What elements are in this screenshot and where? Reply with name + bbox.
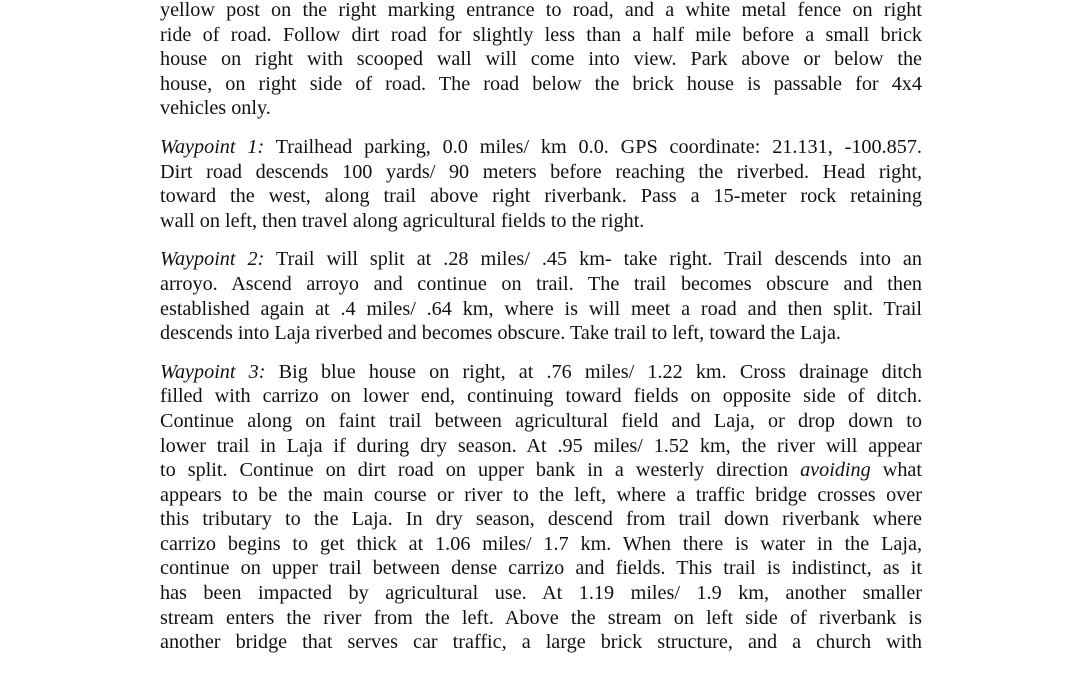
text-line: vehicles only. [160, 97, 271, 120]
text-line: Dirt road descends 100 yards/ 90 meters before reaching the riverbed. Head right, [160, 160, 922, 183]
text-line: has been impacted by agricultural use. At 1.19 miles/ 1.9 km, another smaller [160, 582, 922, 605]
waypoint-1-label: Waypoint 1: [160, 135, 265, 158]
text-line [160, 247, 922, 272]
text-line: yellow post on the right marking entrance to road, and a white metal fence on right [160, 0, 922, 21]
text-line: ride of road. Follow dirt road for slightly less than a half mile before a small brick [160, 23, 922, 46]
waypoint-3-label: Waypoint 3: [160, 360, 266, 383]
text-line: toward the west, along trail above right riverbank. Pass a 15-meter rock retaining [160, 185, 922, 208]
avoiding-post-text: what [870, 459, 922, 482]
text-line: arroyo. Ascend arroyo and continue on trail. The trail becomes obscure and then [160, 272, 922, 295]
avoiding-pre-text: to split. Continue on dirt road on upper bank in a westerly direction [160, 459, 801, 482]
text-line: lower trail in Laja if during dry season. At .95 miles/ 1.52 km, the river will appear [160, 434, 922, 457]
text-line: continue on upper trail between dense carrizo and fields. This trail is indistinct, as it [160, 557, 922, 580]
text-line [160, 360, 922, 385]
waypoint-2-paragraph [160, 247, 922, 345]
text-line: descends into Laja riverbed and becomes obscure. Take trail to left, toward the Laja. [160, 322, 841, 345]
waypoint-2-label: Waypoint 2: [160, 248, 265, 271]
text-line: another bridge that serves car traffic, a large brick structure, and a church with [160, 631, 922, 654]
waypoint-3-paragraph [160, 360, 922, 655]
text-line [160, 458, 922, 483]
text-line: established again at .4 miles/ .64 km, where is will meet a road and then split. Trail [160, 297, 922, 320]
text-line: filled with carrizo on lower end, continuing toward fields on opposite side of ditch. [160, 385, 922, 408]
text-line: house, on right side of road. The road below the brick house is passable for 4x4 [160, 72, 922, 95]
text-line: house on right with scooped wall will come into view. Park above or below the [160, 48, 922, 71]
text-line: appears to be the main course or river to the left, where a traffic bridge crosses over [160, 483, 922, 506]
waypoint-2-first-line: Trail will split at .28 miles/ .45 km- take right. Trail descends into an [264, 248, 922, 271]
text-line: this tributary to the Laja. In dry season, descend from trail down riverbank where [160, 508, 922, 531]
waypoint-3-first-line: Big blue house on right, at .76 miles/ 1.22 km. Cross drainage ditch [265, 360, 922, 383]
text-line [160, 135, 922, 160]
text-line: wall on left, then travel along agricultural fields to the right. [160, 209, 645, 232]
paragraph-gap [160, 233, 922, 247]
paragraph-gap [160, 346, 922, 360]
intro-paragraph [160, 0, 922, 121]
paragraph-gap [160, 121, 922, 135]
avoiding-emphasis: avoiding [800, 459, 871, 482]
text-line: stream enters the river from the left. Above the stream on left side of riverbank is [160, 606, 922, 629]
text-line: carrizo begins to get thick at 1.06 miles/ 1.7 km. When there is water in the Laja, [160, 532, 922, 555]
waypoint-1-paragraph [160, 135, 922, 233]
document-body [160, 0, 922, 655]
text-line: Continue along on faint trail between agricultural field and Laja, or drop down to [160, 409, 922, 432]
waypoint-1-first-line: Trailhead parking, 0.0 miles/ km 0.0. GPS coordinate: 21.131, -100.857. [264, 135, 922, 158]
